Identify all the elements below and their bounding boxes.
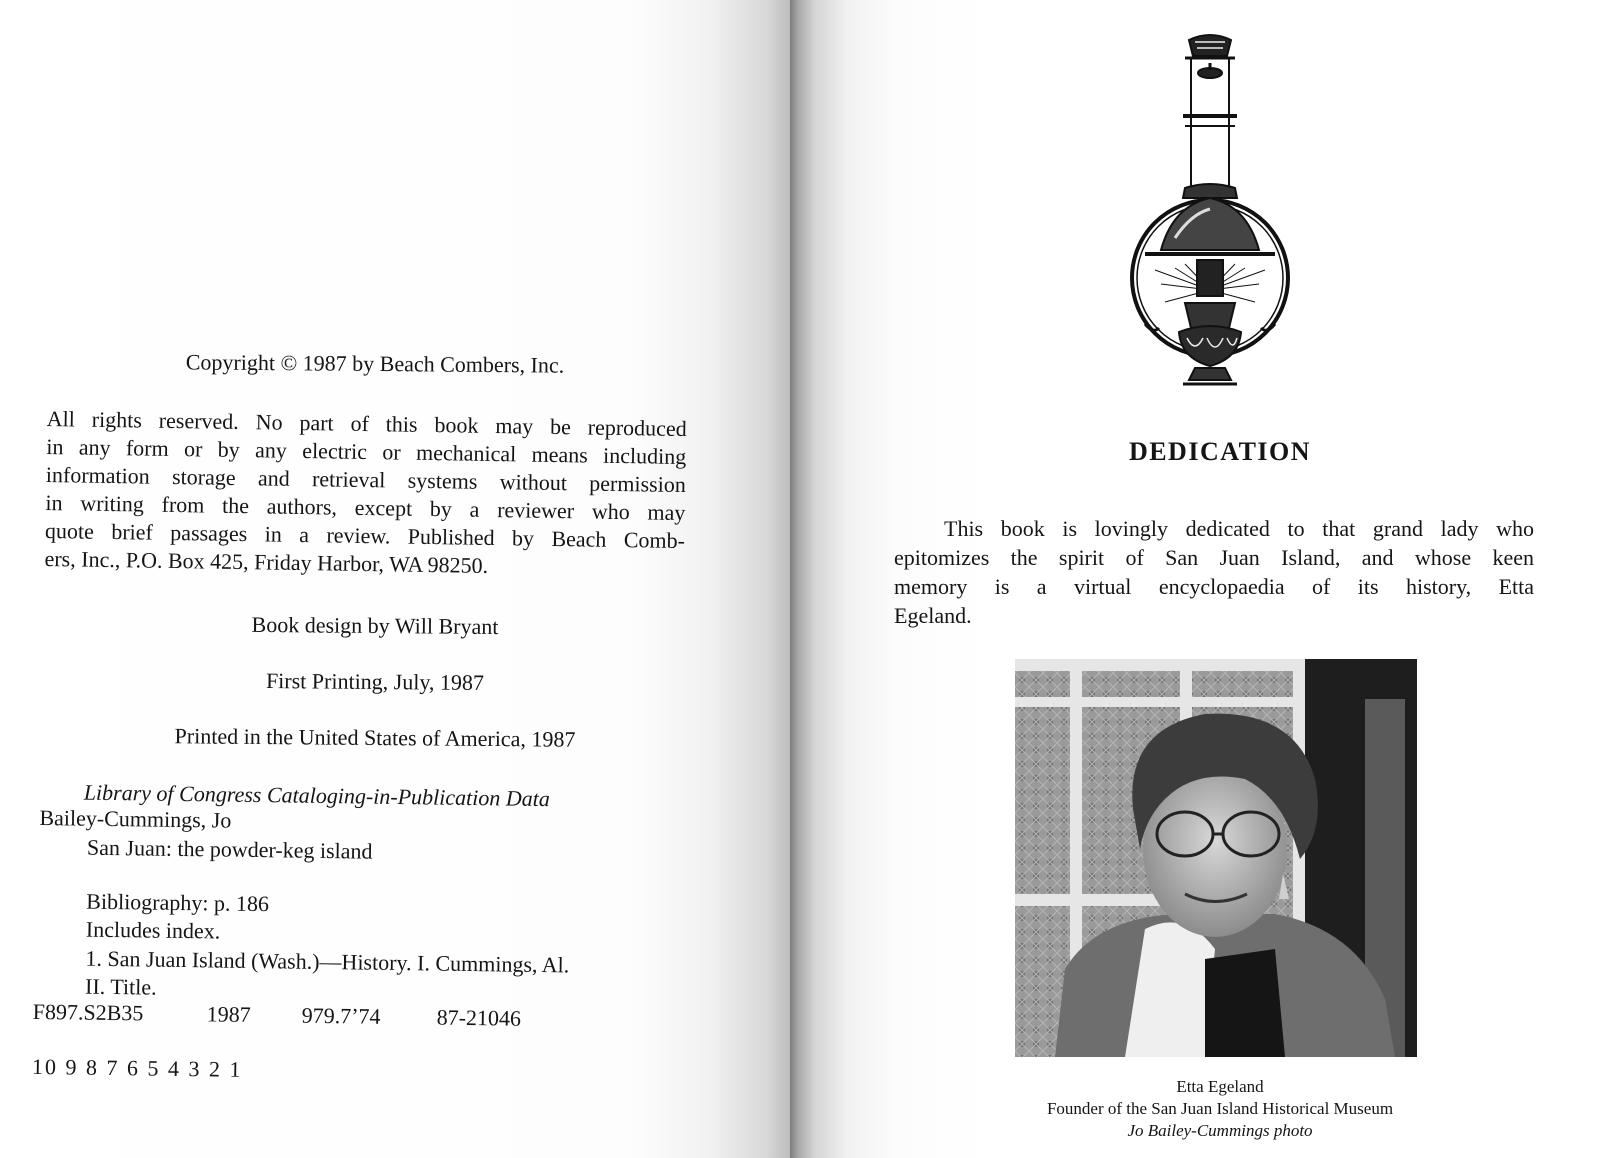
dedication-line: Egeland. [894,603,972,628]
cip-title: San Juan: the powder-keg island [86,834,373,864]
dedication-paragraph [894,514,1534,630]
printing-sequence: 10 9 8 7 6 5 4 3 2 1 [31,1053,243,1082]
rights-line: quote brief passages in a review. Published by Beach Comb- [44,517,686,554]
cip-lccn: 87-21046 [436,1004,522,1031]
first-printing: First Printing, July, 1987 [265,668,485,695]
copyright-page [0,0,790,1158]
cip-index-note: Includes index. [85,916,221,944]
cip-author: Bailey-Cummings, Jo [39,804,232,833]
printed-in: Printed in the United States of America, 1987 [174,723,576,752]
dedication-line: This book is lovingly dedicated to that grand lady who [944,516,1534,541]
rights-line: in writing from the authors, except by a reviewer who may [45,489,686,526]
rights-line: in any form or by any electric or mechanical means including [46,433,687,470]
cip-data-block [31,778,690,1082]
copyright-notice: Copyright © 1987 by Beach Combers, Inc. [185,349,565,378]
cip-subject-line: 1. San Juan Island (Wash.)—History. I. Cummings, Al. [85,945,570,978]
photo-caption-name: Etta Egeland [1176,1077,1264,1096]
portrait-photo [1015,659,1417,1057]
dedication-line: epitomizes the spirit of San Juan Island, and whose keen [894,545,1534,570]
rights-line: information storage and retrieval systems without permission [45,461,687,498]
cip-dewey: 979.7’74 [301,1002,381,1029]
dedication-heading: DEDICATION [1128,437,1312,466]
dedication-line: memory is a virtual encyclopaedia of its history, Etta [894,574,1534,599]
cip-call-number: F897.S2B35 [32,998,144,1026]
rights-line: All rights reserved. No part of this book may be reproduced [46,405,687,442]
cip-bibliography: Bibliography: p. 186 [86,888,270,917]
photo-caption-role: Founder of the San Juan Island Historical Museum [1046,1099,1394,1118]
hanging-oil-lamp-illustration [1125,28,1295,393]
cip-year: 1987 [206,1001,251,1027]
photo-caption-credit: Jo Bailey-Cummings photo [1127,1121,1313,1140]
rights-line: ers, Inc., P.O. Box 425, Friday Harbor, WA 98250. [44,545,489,578]
rights-reserved-paragraph [44,405,687,583]
cip-heading: Library of Congress Cataloging-in-Publication Data [83,779,551,812]
book-design-credit: Book design by Will Bryant [251,611,499,640]
cip-subject-line: II. Title. [84,973,157,1000]
